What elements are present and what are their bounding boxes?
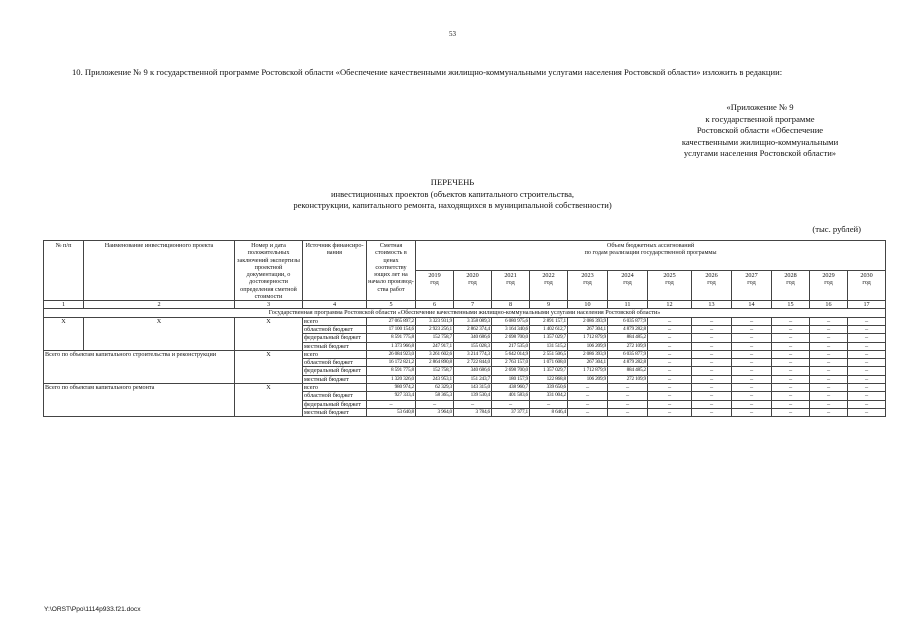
year-amount-cell: – (732, 317, 772, 325)
year-amount-cell: 3 164 340,6 (492, 325, 530, 333)
estimated-cost-cell: 53 640,8 (367, 408, 416, 416)
year-amount-cell: – (648, 350, 692, 358)
year-amount-cell: – (732, 350, 772, 358)
year-amount-cell: – (848, 375, 886, 383)
year-amount-cell: – (810, 342, 848, 350)
column-number: 4 (303, 301, 367, 309)
year-value: 2020 (466, 272, 479, 280)
year-amount-cell: – (692, 334, 732, 342)
header-year (692, 271, 732, 301)
year-amount-cell: 340 686,6 (454, 367, 492, 375)
year-amount-cell: – (772, 408, 810, 416)
year-amount-cell: 2 923 256,1 (416, 325, 454, 333)
year-amount-cell: 331 004,2 (530, 392, 568, 400)
expertise-cell: Х (235, 350, 303, 383)
year-amount-cell: 1 357 029,7 (530, 334, 568, 342)
column-number: 16 (810, 301, 848, 309)
year-amount-cell: – (810, 359, 848, 367)
year-amount-cell: – (810, 334, 848, 342)
estimated-cost-cell: 8 591 775,8 (367, 334, 416, 342)
header-project-name: Наименование инвестиционного проекта (84, 241, 235, 301)
year-amount-cell: – (848, 384, 886, 392)
year-amount-cell: 2 864 890,8 (416, 359, 454, 367)
project-name-cell: Всего по объектам капитального ремонта (44, 384, 235, 417)
year-amount-cell: – (692, 325, 732, 333)
year-amount-cell: 8 646,4 (530, 408, 568, 416)
year-amount-cell: 401 583,6 (492, 392, 530, 400)
year-amount-cell: 272 109,9 (608, 375, 648, 383)
year-amount-cell: 3 323 931,9 (416, 317, 454, 325)
year-amount-cell: – (454, 400, 492, 408)
year-amount-cell: 884 485,2 (608, 367, 648, 375)
year-amount-cell: – (692, 350, 732, 358)
year-amount-cell: 1 357 029,7 (530, 367, 568, 375)
year-amount-cell: – (772, 359, 810, 367)
header-year (416, 271, 454, 301)
year-amount-cell: – (568, 400, 608, 408)
year-amount-cell: – (648, 375, 692, 383)
funding-source-cell: всего (303, 384, 367, 392)
appendix-line: к государственной программе (705, 113, 815, 124)
year-value: 2024 (621, 272, 634, 280)
year-amount-cell: – (810, 350, 848, 358)
year-amount-cell: – (848, 350, 886, 358)
header-expertise: Номер и дата положительных заключений экспертизы проектной документации, о достоверности определения сметной стоимости (235, 241, 303, 301)
year-amount-cell: 106 209,9 (568, 375, 608, 383)
year-amount-cell: 340 686,6 (454, 334, 492, 342)
project-name-cell: Всего по объектам капитального строительства и реконструкции (44, 350, 235, 383)
year-amount-cell: – (772, 375, 810, 383)
year-amount-cell: – (692, 400, 732, 408)
year-amount-cell: – (772, 350, 810, 358)
year-suffix: год (824, 279, 833, 287)
year-amount-cell: – (810, 384, 848, 392)
header-year (810, 271, 848, 301)
table-row (44, 384, 886, 392)
year-amount-cell: – (848, 359, 886, 367)
column-number: 17 (848, 301, 886, 309)
column-number: 11 (608, 301, 648, 309)
funding-source-cell: областной бюджет (303, 392, 367, 400)
year-suffix: год (430, 279, 439, 287)
year-amount-cell: 122 868,8 (530, 375, 568, 383)
estimated-cost-cell: 17 100 154,6 (367, 325, 416, 333)
year-suffix: год (506, 279, 515, 287)
year-amount-cell: – (608, 392, 648, 400)
year-amount-cell: 2 698 700,0 (492, 367, 530, 375)
program-title: Государственная программа Ростовской области «Обеспечение качественными жилищно-коммунальными услугами населения Ростовской области» (44, 309, 886, 317)
year-amount-cell: – (772, 367, 810, 375)
year-amount-cell: 6 080 975,6 (492, 317, 530, 325)
year-value: 2027 (745, 272, 758, 280)
column-number: 10 (568, 301, 608, 309)
year-amount-cell: 4 879 282,8 (608, 359, 648, 367)
year-amount-cell: 2 086 393,9 (568, 350, 608, 358)
year-amount-cell: – (732, 359, 772, 367)
year-amount-cell: – (848, 342, 886, 350)
appendix-reference (660, 102, 860, 160)
year-amount-cell: – (608, 408, 648, 416)
year-amount-cell: – (772, 325, 810, 333)
year-amount-cell: – (732, 375, 772, 383)
year-amount-cell: 2 891 157,1 (530, 317, 568, 325)
title-line: реконструкции, капитального ремонта, находящихся в муниципальной собственности) (293, 200, 612, 210)
row-number-cell: Х (44, 317, 84, 350)
title-line: инвестиционных проектов (объектов капитального строительства, (330, 188, 575, 199)
year-amount-cell: – (608, 400, 648, 408)
year-amount-cell: 3 784,6 (454, 408, 492, 416)
year-amount-cell: 267 304,1 (568, 325, 608, 333)
year-amount-cell: – (772, 400, 810, 408)
year-amount-cell: 106 209,9 (568, 342, 608, 350)
year-amount-cell: 1 712 879,9 (568, 334, 608, 342)
year-amount-cell: 243 953,1 (416, 375, 454, 383)
year-suffix: год (468, 279, 477, 287)
year-amount-cell: 58 365,3 (416, 392, 454, 400)
year-amount-cell: 3 358 089,3 (454, 317, 492, 325)
column-number: 2 (84, 301, 235, 309)
year-amount-cell: – (648, 342, 692, 350)
year-amount-cell: 2 086 393,9 (568, 317, 608, 325)
year-amount-cell: 2 862 374,4 (454, 325, 492, 333)
year-value: 2022 (542, 272, 555, 280)
year-amount-cell: – (848, 400, 886, 408)
year-amount-cell: – (848, 408, 886, 416)
header-year (568, 271, 608, 301)
investment-projects-table (43, 240, 886, 417)
estimated-cost-cell: 26 084 923,0 (367, 350, 416, 358)
column-number: 15 (772, 301, 810, 309)
year-amount-cell: – (648, 384, 692, 392)
year-amount-cell: 131 515,2 (530, 342, 568, 350)
year-amount-cell: 3 964,0 (416, 408, 454, 416)
estimated-cost-cell: 927 333,4 (367, 392, 416, 400)
year-amount-cell: – (648, 359, 692, 367)
estimated-cost-cell: 27 065 897,2 (367, 317, 416, 325)
header-year (732, 271, 772, 301)
funding-source-cell: областной бюджет (303, 359, 367, 367)
column-number: 14 (732, 301, 772, 309)
year-suffix: год (862, 279, 871, 287)
year-amount-cell: 5 642 014,9 (492, 350, 530, 358)
column-number: 13 (692, 301, 732, 309)
funding-source-cell: местный бюджет (303, 342, 367, 350)
year-amount-cell: – (648, 334, 692, 342)
year-amount-cell: 6 035 877,9 (608, 350, 648, 358)
appendix-line: услугами населения Ростовской области» (683, 148, 837, 158)
estimated-cost-cell: – (367, 400, 416, 408)
page-number: 53 (449, 30, 456, 38)
year-amount-cell: – (648, 400, 692, 408)
year-amount-cell: 3 214 774,3 (454, 350, 492, 358)
funding-source-cell: всего (303, 317, 367, 325)
year-amount-cell: – (416, 400, 454, 408)
year-amount-cell: 1 071 608,0 (530, 359, 568, 367)
year-amount-cell: – (732, 392, 772, 400)
year-amount-cell: – (732, 325, 772, 333)
column-numbers-row (44, 301, 886, 309)
year-suffix: год (786, 279, 795, 287)
year-amount-cell: 1 402 612,7 (530, 325, 568, 333)
table-row (44, 350, 886, 358)
year-amount-cell: – (648, 408, 692, 416)
year-amount-cell: – (810, 367, 848, 375)
estimated-cost-cell: 1 373 966,8 (367, 342, 416, 350)
column-number: 12 (648, 301, 692, 309)
estimated-cost-cell: 980 974,2 (367, 384, 416, 392)
year-amount-cell: – (848, 367, 886, 375)
year-amount-cell: – (568, 384, 608, 392)
year-amount-cell: 2 551 506,5 (530, 350, 568, 358)
estimated-cost-cell: 16 172 821,2 (367, 359, 416, 367)
funding-source-cell: местный бюджет (303, 408, 367, 416)
year-suffix: год (707, 279, 716, 287)
year-amount-cell: – (648, 367, 692, 375)
year-amount-cell: – (810, 400, 848, 408)
column-number: 9 (530, 301, 568, 309)
header-row (44, 241, 886, 271)
column-number: 1 (44, 301, 84, 309)
file-path-footer: Y:\ORST\Ppo\1114p933.f21.docx (44, 606, 141, 613)
header-year (454, 271, 492, 301)
header-source: Источник финансиро-вания (303, 241, 367, 301)
year-amount-cell: – (692, 392, 732, 400)
year-amount-cell: 339 650,6 (530, 384, 568, 392)
year-amount-cell: 152 758,7 (416, 334, 454, 342)
year-amount-cell: – (772, 317, 810, 325)
year-amount-cell: – (772, 334, 810, 342)
year-value: 2021 (504, 272, 517, 280)
appendix-line: качественными жилищно-коммунальными (681, 136, 839, 147)
header-cost: Сметная стоимость в ценах соответству ющих лет на начало производ-ства работ (367, 241, 416, 301)
year-amount-cell: – (648, 317, 692, 325)
funding-source-cell: федеральный бюджет (303, 334, 367, 342)
funding-source-cell: областной бюджет (303, 325, 367, 333)
year-amount-cell: – (848, 334, 886, 342)
year-amount-cell: – (772, 342, 810, 350)
year-amount-cell: 267 304,1 (568, 359, 608, 367)
year-amount-cell: 62 329,3 (416, 384, 454, 392)
header-year (492, 271, 530, 301)
year-amount-cell: 272 109,9 (608, 342, 648, 350)
column-number: 3 (235, 301, 303, 309)
year-amount-cell: – (732, 408, 772, 416)
year-value: 2029 (822, 272, 835, 280)
header-year (530, 271, 568, 301)
funding-source-cell: местный бюджет (303, 375, 367, 383)
year-amount-cell: – (692, 408, 732, 416)
year-amount-cell: – (772, 384, 810, 392)
funding-source-cell: федеральный бюджет (303, 367, 367, 375)
header-num: № п/п (44, 241, 84, 301)
header-year (608, 271, 648, 301)
year-amount-cell: 217 535,0 (492, 342, 530, 350)
year-amount-cell: – (692, 317, 732, 325)
year-amount-cell: – (732, 342, 772, 350)
year-value: 2025 (663, 272, 676, 280)
appendix-line: «Приложение № 9 (726, 102, 794, 112)
year-amount-cell: 2 698 700,0 (492, 334, 530, 342)
funding-source-cell: федеральный бюджет (303, 400, 367, 408)
header-volume-line: Объем бюджетных ассигнований (606, 242, 695, 249)
year-amount-cell: 143 315,0 (454, 384, 492, 392)
year-amount-cell: – (772, 392, 810, 400)
year-amount-cell: – (810, 375, 848, 383)
year-amount-cell: 139 530,4 (454, 392, 492, 400)
year-amount-cell: – (732, 384, 772, 392)
year-suffix: год (583, 279, 592, 287)
estimated-cost-cell: 8 591 775,8 (367, 367, 416, 375)
column-number: 5 (367, 301, 416, 309)
units-label: (тыс. рублей) (812, 224, 861, 234)
year-amount-cell: 152 758,7 (416, 367, 454, 375)
year-suffix: год (665, 279, 674, 287)
year-amount-cell: – (568, 408, 608, 416)
year-amount-cell: – (810, 317, 848, 325)
year-amount-cell: 2 763 157,0 (492, 359, 530, 367)
year-value: 2030 (860, 272, 873, 280)
year-amount-cell: 37 377,1 (492, 408, 530, 416)
year-amount-cell: 155 028,3 (454, 342, 492, 350)
year-value: 2023 (581, 272, 594, 280)
year-amount-cell: – (692, 367, 732, 375)
year-value: 2028 (784, 272, 797, 280)
estimated-cost-cell: 1 320 326,0 (367, 375, 416, 383)
year-amount-cell: 151 243,7 (454, 375, 492, 383)
intro-paragraph: 10. Приложение № 9 к государственной программе Ростовской области «Обеспечение качественными жилищно-коммунальными услугами населения Ростовской области» изложить в редакции: (72, 67, 783, 77)
program-row (44, 309, 886, 317)
expertise-cell: Х (235, 384, 303, 417)
year-amount-cell: – (692, 375, 732, 383)
year-amount-cell: – (692, 384, 732, 392)
header-year (772, 271, 810, 301)
column-number: 6 (416, 301, 454, 309)
header-year (848, 271, 886, 301)
appendix-line: Ростовской области «Обеспечение (696, 125, 824, 135)
header-volume (416, 241, 886, 271)
year-amount-cell: – (810, 392, 848, 400)
year-amount-cell: – (810, 408, 848, 416)
year-amount-cell: 2 722 844,0 (454, 359, 492, 367)
year-amount-cell: – (648, 392, 692, 400)
year-amount-cell: – (530, 400, 568, 408)
year-amount-cell: – (848, 317, 886, 325)
column-number: 8 (492, 301, 530, 309)
year-suffix: год (544, 279, 553, 287)
year-value: 2026 (705, 272, 718, 280)
project-name-cell: Х (84, 317, 235, 350)
year-amount-cell: – (648, 325, 692, 333)
year-amount-cell: – (732, 367, 772, 375)
year-amount-cell: – (810, 325, 848, 333)
year-amount-cell: – (732, 334, 772, 342)
year-amount-cell: 247 917,1 (416, 342, 454, 350)
year-amount-cell: – (848, 392, 886, 400)
year-amount-cell: – (608, 384, 648, 392)
year-amount-cell: 438 960,7 (492, 384, 530, 392)
year-amount-cell: – (692, 342, 732, 350)
year-amount-cell: 884 485,2 (608, 334, 648, 342)
year-amount-cell: 1 712 879,9 (568, 367, 608, 375)
year-amount-cell: 4 879 282,8 (608, 325, 648, 333)
year-value: 2019 (428, 272, 441, 280)
year-amount-cell: 180 157,9 (492, 375, 530, 383)
year-amount-cell: – (568, 392, 608, 400)
title-heading: ПЕРЕЧЕНЬ (430, 177, 475, 187)
header-year (648, 271, 692, 301)
year-amount-cell: – (848, 325, 886, 333)
table-row (44, 317, 886, 325)
document-title (200, 177, 705, 212)
expertise-cell: Х (235, 317, 303, 350)
funding-source-cell: всего (303, 350, 367, 358)
header-volume-line: по годам реализации государственной программы (584, 249, 717, 257)
year-amount-cell: – (692, 359, 732, 367)
column-number: 7 (454, 301, 492, 309)
year-amount-cell: 3 261 602,6 (416, 350, 454, 358)
year-suffix: год (747, 279, 756, 287)
year-amount-cell: 6 035 877,9 (608, 317, 648, 325)
year-amount-cell: – (492, 400, 530, 408)
year-suffix: год (623, 279, 632, 287)
year-amount-cell: – (732, 400, 772, 408)
